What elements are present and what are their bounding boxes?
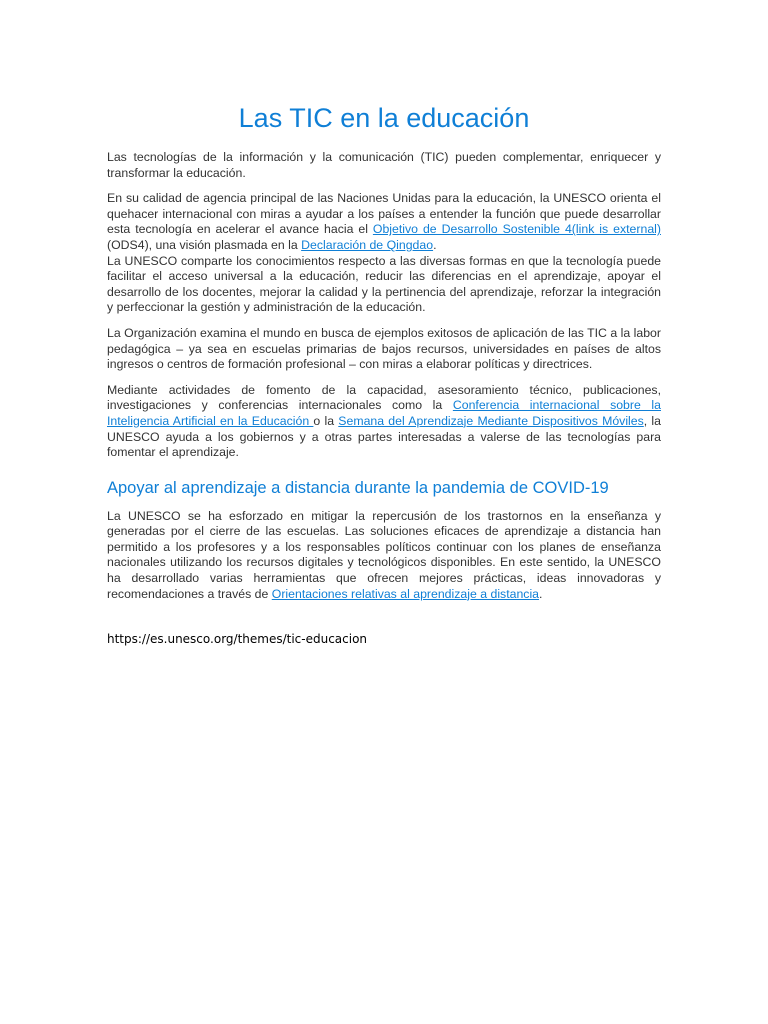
activities-paragraph xyxy=(107,383,661,461)
ods4-link[interactable]: Objetivo de Desarrollo Sostenible 4(link is external) xyxy=(372,222,661,237)
page-title: Las TIC en la educación xyxy=(238,103,530,133)
document-page xyxy=(107,100,661,646)
knowledge-paragraph: La UNESCO comparte los conocimientos respecto a las diversas formas en que la tecnología puede facilitar el acceso universal a la educación, reducir las diferencias en el aprendizaje, apoyar el desarrollo de los docentes, mejorar la calidad y la pertinencia del aprendizaje, reforzar la integración y perfeccionar la gestión y administración de la educación. xyxy=(107,253,661,315)
organization-paragraph: La Organización examina el mundo en busca de ejemplos exitosos de aplicación de las TIC a la labor pedagógica – ya sea en escuelas primarias de bajos recursos, universidades en países de altos ingresos o centros de formación profesional – con miras a elaborar políticas y directrices. xyxy=(107,325,661,372)
source-url: https://es.unesco.org/themes/tic-educacion xyxy=(107,632,368,647)
section-heading: Apoyar al aprendizaje a distancia durante la pandemia de COVID-19 xyxy=(107,478,609,497)
agency-text-1: En su calidad de agencia principal de las Naciones Unidas para la educación, la UNESCO orienta el quehacer internacional con miras a ayudar a los países a entender la función que puede desarrollar esta tecnología en acelerar el avance hacia el xyxy=(107,191,661,237)
ai-conference-link[interactable]: Conferencia internacional sobre la Inteligencia Artificial en la Educación xyxy=(107,398,661,428)
intro-paragraph: Las tecnologías de la información y la comunicación (TIC) pueden complementar, enriquecer y transformar la educación. xyxy=(107,150,661,180)
activities-text-3: , la UNESCO ayuda a los gobiernos y a otras partes interesadas a valerse de las tecnologías para fomentar el aprendizaje. xyxy=(107,413,661,460)
agency-text-3: . xyxy=(433,237,437,252)
agency-paragraph xyxy=(107,191,661,253)
covid-text-2: . xyxy=(539,586,543,601)
covid-paragraph xyxy=(107,509,661,603)
agency-text-2: (ODS4), una visión plasmada en la xyxy=(107,237,302,252)
activities-text-2: o la xyxy=(313,413,339,428)
distance-learning-guidelines-link[interactable]: Orientaciones relativas al aprendizaje a distancia xyxy=(271,586,540,601)
mobile-learning-week-link[interactable]: Semana del Aprendizaje Mediante Dispositivos Móviles xyxy=(338,413,644,428)
covid-text-1: La UNESCO se ha esforzado en mitigar la repercusión de los trastornos en la enseñanza y generadas por el cierre de las escuelas. Las soluciones eficaces de aprendizaje a distancia han permitido a los profesores y a los responsables políticos continuar con los planes de enseñanza nacionales utilizando los recursos digitales y tecnológicos disponibles. En este sentido, la UNESCO ha desarrollado varias herramientas que ofrecen mejores prácticas, ideas innovadoras y recomendaciones a través de xyxy=(107,508,661,601)
qingdao-link[interactable]: Declaración de Qingdao xyxy=(301,237,434,252)
activities-text-1: Mediante actividades de fomento de la capacidad, asesoramiento técnico, publicaciones, investigaciones y conferencias internacionales como la xyxy=(107,382,661,413)
